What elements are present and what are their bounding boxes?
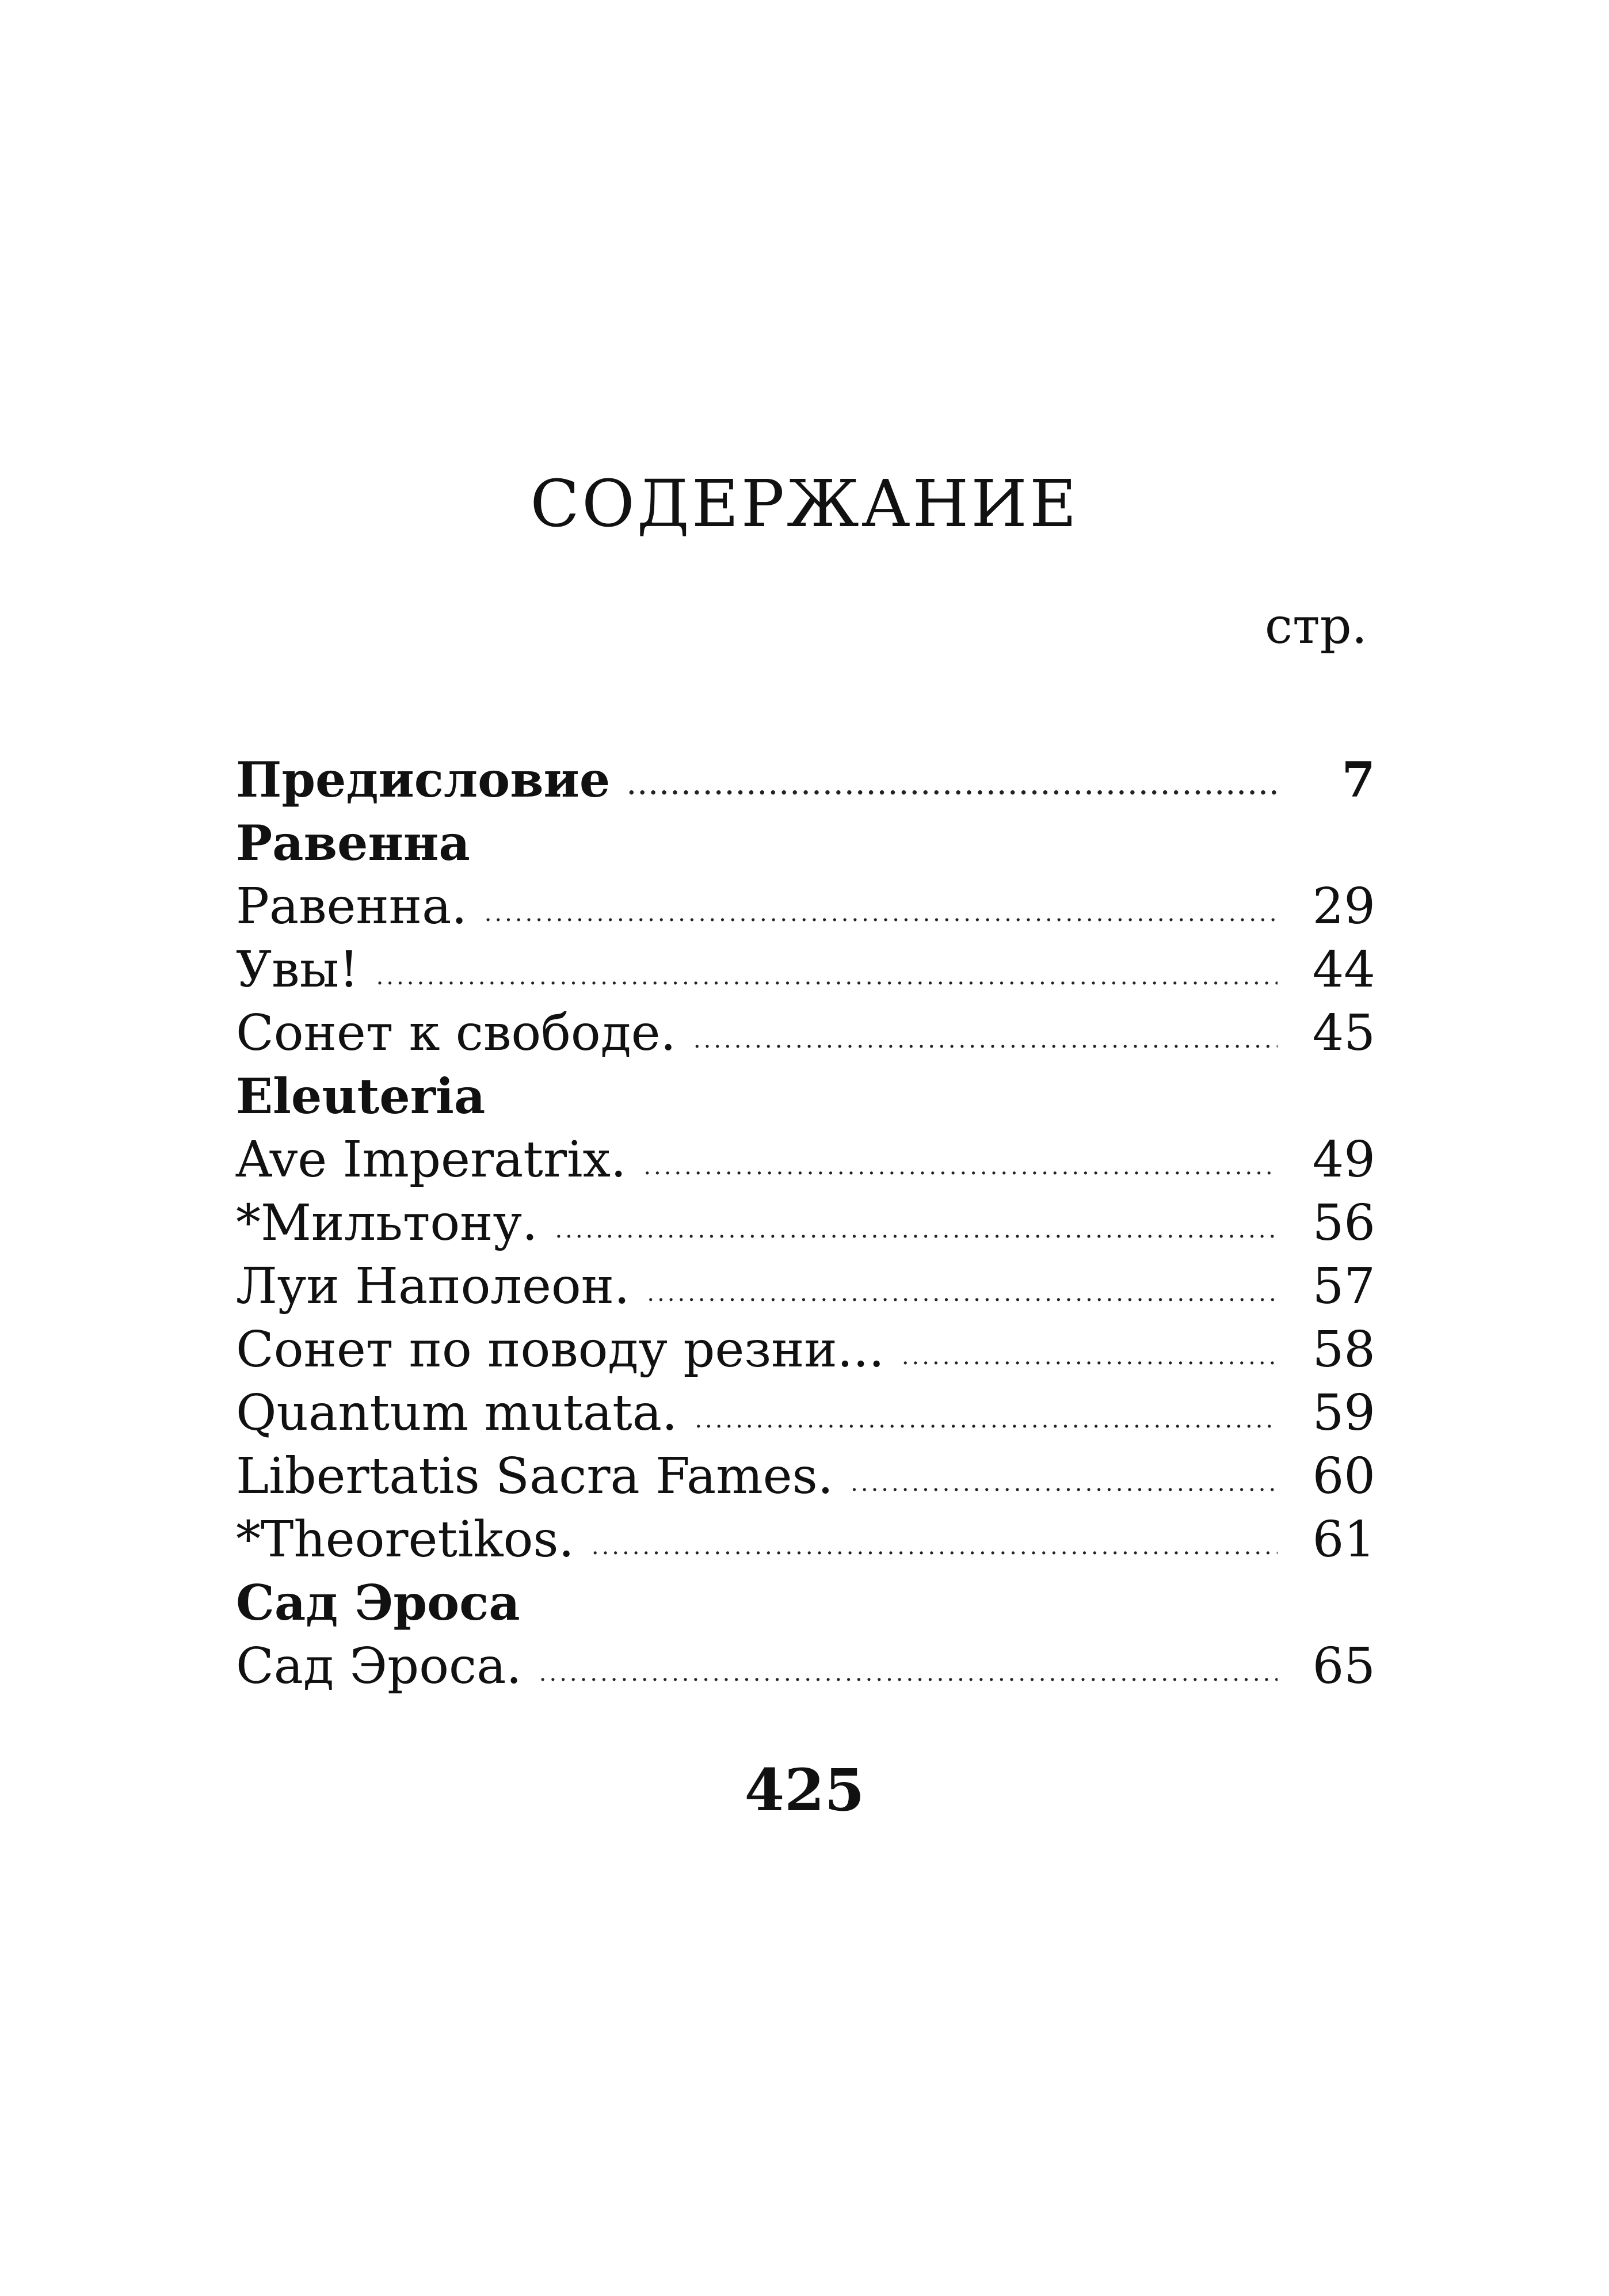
toc-entry-page: 7 <box>1341 751 1375 808</box>
toc-leader-dots <box>693 1008 1278 1072</box>
toc-entry-label: Сад Эроса. <box>236 1638 522 1695</box>
toc-section-heading <box>236 1065 1375 1128</box>
footer-page-number: 425 <box>744 1756 865 1824</box>
toc-entry-label: Увы! <box>236 941 359 999</box>
table-of-contents <box>236 748 1375 1698</box>
toc-entry-label: *Мильтону. <box>236 1194 538 1252</box>
toc-leader-dots <box>695 1388 1278 1452</box>
toc-entry-label: Libertatis Sacra Fames. <box>236 1448 834 1505</box>
toc-leader-dots <box>647 1262 1278 1325</box>
toc-entry <box>236 1191 1375 1255</box>
toc-entry-page: 57 <box>1312 1258 1375 1315</box>
toc-entry-page: 58 <box>1312 1321 1375 1379</box>
toc-entry-label: Quantum mutata. <box>236 1384 678 1442</box>
toc-leader-dots <box>851 1452 1278 1515</box>
toc-entry-label: Предисловие <box>236 751 611 808</box>
toc-section-heading-label: Eleuteria <box>236 1068 486 1125</box>
toc-entry-label: *Theoretikos. <box>236 1511 574 1568</box>
toc-entry-label: Сонет по поводу резни... <box>236 1321 884 1379</box>
page-column-label: стр. <box>1264 597 1367 655</box>
toc-section-heading-label: Сад Эроса <box>236 1574 520 1631</box>
toc-entry <box>236 1002 1375 1065</box>
toc-entry <box>236 1318 1375 1381</box>
toc-entry-label: Сонет к свободе. <box>236 1004 676 1062</box>
toc-entry <box>236 1635 1375 1698</box>
toc-leader-dots <box>485 882 1278 945</box>
toc-section-heading-label: Равенна <box>236 814 470 871</box>
toc-entry-page: 45 <box>1312 1004 1375 1062</box>
toc-leader-dots <box>902 1325 1278 1388</box>
toc-entry <box>236 875 1375 938</box>
toc-entry-page: 49 <box>1312 1131 1375 1189</box>
toc-leader-dots <box>555 1198 1278 1262</box>
toc-leader-dots <box>376 945 1278 1008</box>
toc-entry-page: 65 <box>1312 1638 1375 1695</box>
toc-section-heading <box>236 1571 1375 1635</box>
toc-section-heading <box>236 812 1375 875</box>
toc-entry-label: Равенна. <box>236 878 467 935</box>
toc-entry <box>236 1128 1375 1191</box>
toc-leader-dots <box>592 1515 1278 1578</box>
toc-entry-page: 60 <box>1312 1448 1375 1505</box>
toc-entry <box>236 1381 1375 1445</box>
toc-entry-page: 44 <box>1312 941 1375 999</box>
toc-entry-page: 61 <box>1312 1511 1375 1568</box>
toc-entry <box>236 1508 1375 1571</box>
toc-entry-label: Ave Imperatrix. <box>236 1131 627 1189</box>
toc-entry <box>236 748 1375 812</box>
toc-entry-page: 29 <box>1312 878 1375 935</box>
page-title: СОДЕРЖАНИЕ <box>530 467 1079 542</box>
toc-entry <box>236 1255 1375 1318</box>
toc-leader-dots <box>627 755 1278 818</box>
toc-leader-dots <box>643 1135 1278 1198</box>
toc-entry-page: 56 <box>1312 1194 1375 1252</box>
toc-entry-page: 59 <box>1312 1384 1375 1442</box>
toc-entry-label: Луи Наполеон. <box>236 1258 630 1315</box>
toc-entry <box>236 1445 1375 1508</box>
toc-leader-dots <box>539 1642 1278 1705</box>
toc-entry <box>236 938 1375 1002</box>
